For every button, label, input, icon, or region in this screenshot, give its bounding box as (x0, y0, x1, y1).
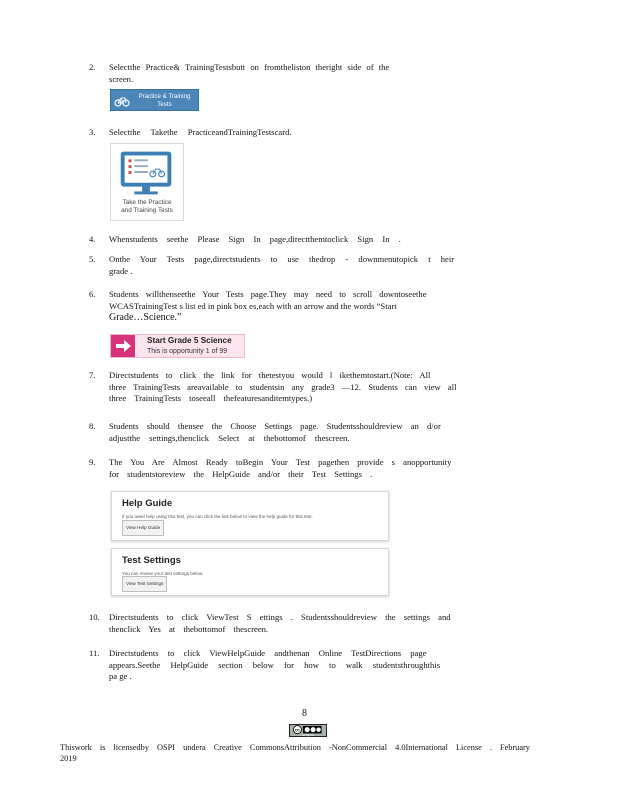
page-number: 8 (302, 708, 307, 719)
help-guide-panel (111, 491, 389, 541)
practice-training-card[interactable] (110, 143, 184, 221)
step-text: appears.Seethe HelpGuide section below for how to walk studentsthroughthis (109, 659, 441, 670)
step-text: WCASTrainingTest s list ed in pink box es,each with an arrow and the words “Start (109, 300, 397, 311)
step-number: 5. (89, 254, 96, 264)
step-text: pa ge . (109, 671, 132, 681)
step-text: thenclick Yes at thebottomof thescreen. (109, 623, 269, 634)
view-help-guide-button[interactable]: View Help Guide (122, 520, 164, 536)
practice-button-label: Practice & Training Tests (138, 93, 191, 108)
step-text: for studentstoreview the HelpGuide and/or their Test Settings . (109, 468, 373, 479)
help-guide-description: If you need help using this test, you can click the link below to view the help guide for this test. (122, 514, 313, 519)
step-number: 4. (89, 234, 96, 244)
step-text: three TrainingTests toseeall thefeaturesanditemtypes.) (109, 393, 313, 403)
step-text: Selectthe Takethe PracticeandTrainingTestscard. (109, 127, 292, 137)
step-text: Grade…Science.” (109, 312, 182, 323)
license-footer (60, 742, 530, 764)
grade-box-title: Start Grade 5 Science (147, 336, 232, 345)
step-text: adjustthe settings,thenclick Select at thebottomof thescreen. (109, 432, 350, 443)
test-settings-panel (111, 548, 389, 596)
step-text: Directstudents to click ViewTest S ettings . Studentsshouldreview the settings and (109, 612, 451, 622)
step-text: grade . (109, 265, 133, 276)
step-text: three TrainingTests areavailable to studentsin any grade3 —12. Students can view all (109, 381, 457, 392)
practice-training-tests-button[interactable] (110, 89, 199, 111)
help-guide-title: Help Guide (122, 498, 173, 509)
step-text: Students should thensee the Choose Settings page. Studentsshouldreview an d/or (109, 421, 441, 431)
step-text: Directstudents to click the link for thetestyou would l ikethemtostart.(Note: All (109, 370, 431, 380)
step-number: 2. (89, 62, 96, 72)
cc-license-badge[interactable] (289, 724, 327, 737)
step-number: 3. (89, 127, 96, 137)
step-number: 8. (89, 421, 96, 431)
step-text: Students willthenseethe Your Tests page.They may need to scroll downtoseethe (109, 289, 427, 299)
start-grade-5-science-link[interactable] (110, 334, 245, 358)
footer-text: Thiswork is licensedby OSPI undera Creative CommonsAttribution -NonCommercial 4.0International License . February (60, 743, 530, 752)
cc-badge-text: cc by nc (302, 733, 314, 737)
step-number: 6. (89, 289, 96, 299)
step-number: 7. (89, 370, 96, 380)
svg-text:cc: cc (295, 727, 300, 733)
step-number: 11. (89, 648, 100, 658)
step-text: Selectthe Practice& TrainingTestsbutt on fromtheliston theright side of the (109, 62, 390, 72)
test-settings-description: You can review your test settings below. (122, 571, 204, 576)
step-number: 9. (89, 457, 96, 467)
step-text: Whenstudents seethe Please Sign In page,directthemtoclick Sign In . (109, 234, 401, 244)
bicycle-icon (114, 95, 130, 107)
step-number: 10. (89, 612, 100, 622)
grade-box-subtitle: This is opportunity 1 of 99 (147, 348, 228, 355)
footer-text: 2019 (60, 754, 77, 763)
step-text: Directstudents to click ViewHelpGuide andthenan Online TestDirections page (109, 648, 427, 658)
step-text: Onthe Your Tests page,directstudents to use thedrop - downmenutopick t heir (109, 254, 455, 264)
step-text: The You Are Almost Ready toBegin Your Test pagethen provide s anopportunity (109, 457, 452, 467)
card-label: Take the Practice and Training Tests (121, 199, 173, 214)
monitor-icon (111, 146, 183, 198)
step-text: screen. (109, 73, 134, 84)
view-test-settings-button[interactable]: View Test Settings (122, 576, 167, 592)
test-settings-title: Test Settings (122, 555, 181, 566)
arrow-right-icon (111, 335, 135, 357)
